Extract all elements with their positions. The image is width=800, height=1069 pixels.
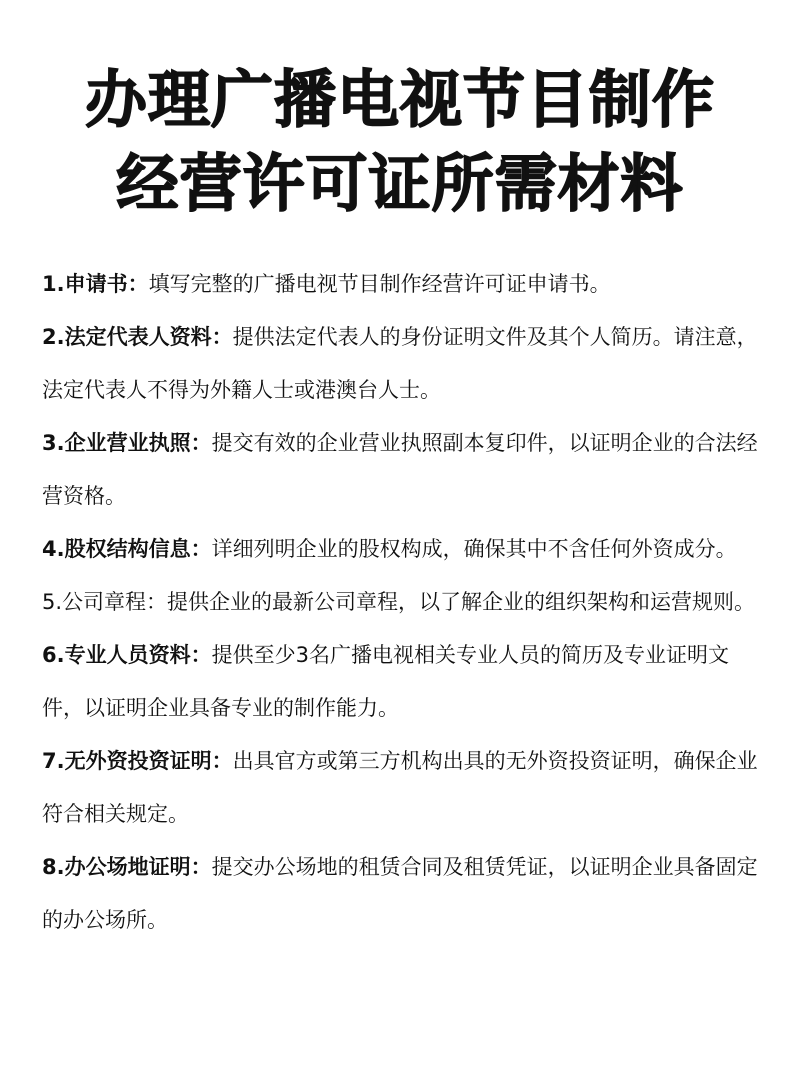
item-label: 2.法定代表人资料： — [42, 325, 233, 349]
item-label: 7.无外资投资证明： — [42, 749, 233, 773]
title-line-1: 办理广播电视节目制作 — [84, 63, 715, 136]
list-item — [42, 629, 758, 735]
page-title — [0, 58, 800, 226]
list-item — [42, 523, 758, 576]
item-label: 6.专业人员资料： — [42, 643, 212, 667]
item-label: 3.企业营业执照： — [42, 431, 212, 455]
title-line-2: 经营许可证所需材料 — [116, 147, 684, 220]
item-text: 填写完整的广播电视节目制作经营许可证申请书。 — [148, 272, 611, 296]
item-text: 提供企业的最新公司章程，以了解企业的组织架构和运营规则。 — [167, 590, 756, 614]
item-text: 提交办公场地的租赁合同及租赁凭证，以证明企业具备固定的办公场所。 — [42, 855, 758, 932]
item-label: 4.股权结构信息： — [42, 537, 212, 561]
list-item — [42, 417, 758, 523]
item-text: 提供法定代表人的身份证明文件及其个人简历。请注意，法定代表人不得为外籍人士或港澳台人士。 — [42, 325, 758, 402]
item-label: 5.公司章程： — [42, 590, 168, 614]
item-text: 提供至少3名广播电视相关专业人员的简历及专业证明文件，以证明企业具备专业的制作能力。 — [42, 643, 729, 720]
list-item — [42, 735, 758, 841]
item-text: 出具官方或第三方机构出具的无外资投资证明，确保企业符合相关规定。 — [42, 749, 758, 826]
list-item — [42, 576, 758, 629]
item-text: 提交有效的企业营业执照副本复印件，以证明企业的合法经营资格。 — [42, 431, 758, 508]
list-item — [42, 841, 758, 947]
list-item — [42, 258, 758, 311]
list-item — [42, 311, 758, 417]
item-text: 详细列明企业的股权构成，确保其中不含任何外资成分。 — [211, 537, 737, 561]
item-label: 1.申请书： — [42, 272, 149, 296]
item-label: 8.办公场地证明： — [42, 855, 212, 879]
materials-list — [42, 258, 758, 947]
